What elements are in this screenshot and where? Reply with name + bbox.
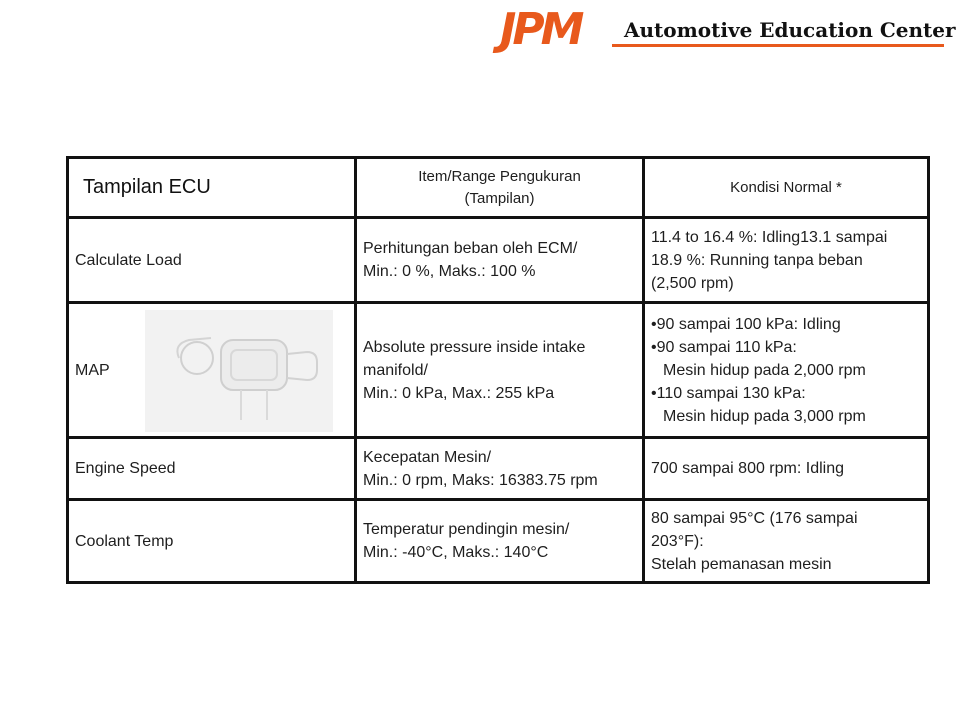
- row-range-cell: [357, 219, 645, 301]
- row-name-cell: [69, 501, 357, 581]
- row-normal-cell: [645, 304, 927, 436]
- header-cell-ecu-display: [69, 159, 357, 216]
- row-name: MAP: [75, 361, 110, 379]
- row-name-cell: [69, 304, 357, 436]
- jpm-logo: [500, 6, 580, 54]
- row-range-cell: [357, 439, 645, 498]
- header-range-line2: (Tampilan): [464, 189, 535, 207]
- row-normal-cell: [645, 219, 927, 301]
- header-range-line1: Item/Range Pengukuran: [418, 167, 581, 185]
- map-sensor-image: [145, 310, 333, 432]
- range-line: manifold/: [363, 361, 428, 379]
- normal-line: 700 sampai 800 rpm: Idling: [651, 460, 844, 477]
- header-ecu-display-label: Tampilan ECU: [83, 176, 211, 198]
- table-row: [69, 501, 927, 581]
- ecu-data-table: [66, 156, 930, 584]
- normal-line: 203°F):: [651, 532, 704, 550]
- row-name-cell: [69, 439, 357, 498]
- header-cell-measurement-range: [357, 159, 645, 216]
- normal-line: •110 sampai 130 kPa:: [651, 384, 806, 402]
- table-row: [69, 439, 927, 501]
- normal-line: (2,500 rpm): [651, 274, 734, 292]
- normal-line: •90 sampai 110 kPa:: [651, 338, 797, 356]
- sensor-illustration: [145, 310, 333, 432]
- header-cell-normal-condition: [645, 159, 927, 216]
- range-line: Absolute pressure inside intake: [363, 338, 586, 356]
- normal-line: Mesin hidup pada 3,000 rpm: [663, 407, 866, 425]
- row-normal-cell: [645, 439, 927, 498]
- range-line: Perhitungan beban oleh ECM/: [363, 240, 578, 257]
- logo-text: JPM: [500, 4, 581, 55]
- table-row: [69, 304, 927, 439]
- row-name: Coolant Temp: [75, 532, 174, 550]
- range-line: Min.: 0 %, Maks.: 100 %: [363, 263, 536, 280]
- range-line: Min.: -40°C, Maks.: 140°C: [363, 544, 549, 561]
- range-line: Temperatur pendingin mesin/: [363, 521, 570, 538]
- normal-line: 80 sampai 95°C (176 sampai: [651, 509, 858, 527]
- row-range-cell: [357, 304, 645, 436]
- range-line: Kecepatan Mesin/: [363, 448, 492, 466]
- brand-title: Automotive Education Center: [624, 18, 956, 42]
- normal-line: •90 sampai 100 kPa: Idling: [651, 315, 841, 333]
- row-range-cell: [357, 501, 645, 581]
- normal-line: Mesin hidup pada 2,000 rpm: [663, 361, 866, 379]
- row-normal-cell: [645, 501, 927, 581]
- row-name: Engine Speed: [75, 460, 176, 477]
- normal-line: Stelah pemanasan mesin: [651, 555, 832, 573]
- brand-underline: [612, 44, 944, 47]
- normal-line: 11.4 to 16.4 %: Idling13.1 sampai: [651, 228, 888, 246]
- page-header: [500, 4, 956, 56]
- table-header-row: [69, 159, 927, 219]
- row-name: Calculate Load: [75, 251, 182, 269]
- range-line: Min.: 0 kPa, Max.: 255 kPa: [363, 384, 555, 402]
- row-name-cell: [69, 219, 357, 301]
- range-line: Min.: 0 rpm, Maks: 16383.75 rpm: [363, 471, 598, 489]
- header-normal-label: Kondisi Normal *: [730, 178, 842, 196]
- table-row: [69, 219, 927, 304]
- normal-line: 18.9 %: Running tanpa beban: [651, 251, 863, 269]
